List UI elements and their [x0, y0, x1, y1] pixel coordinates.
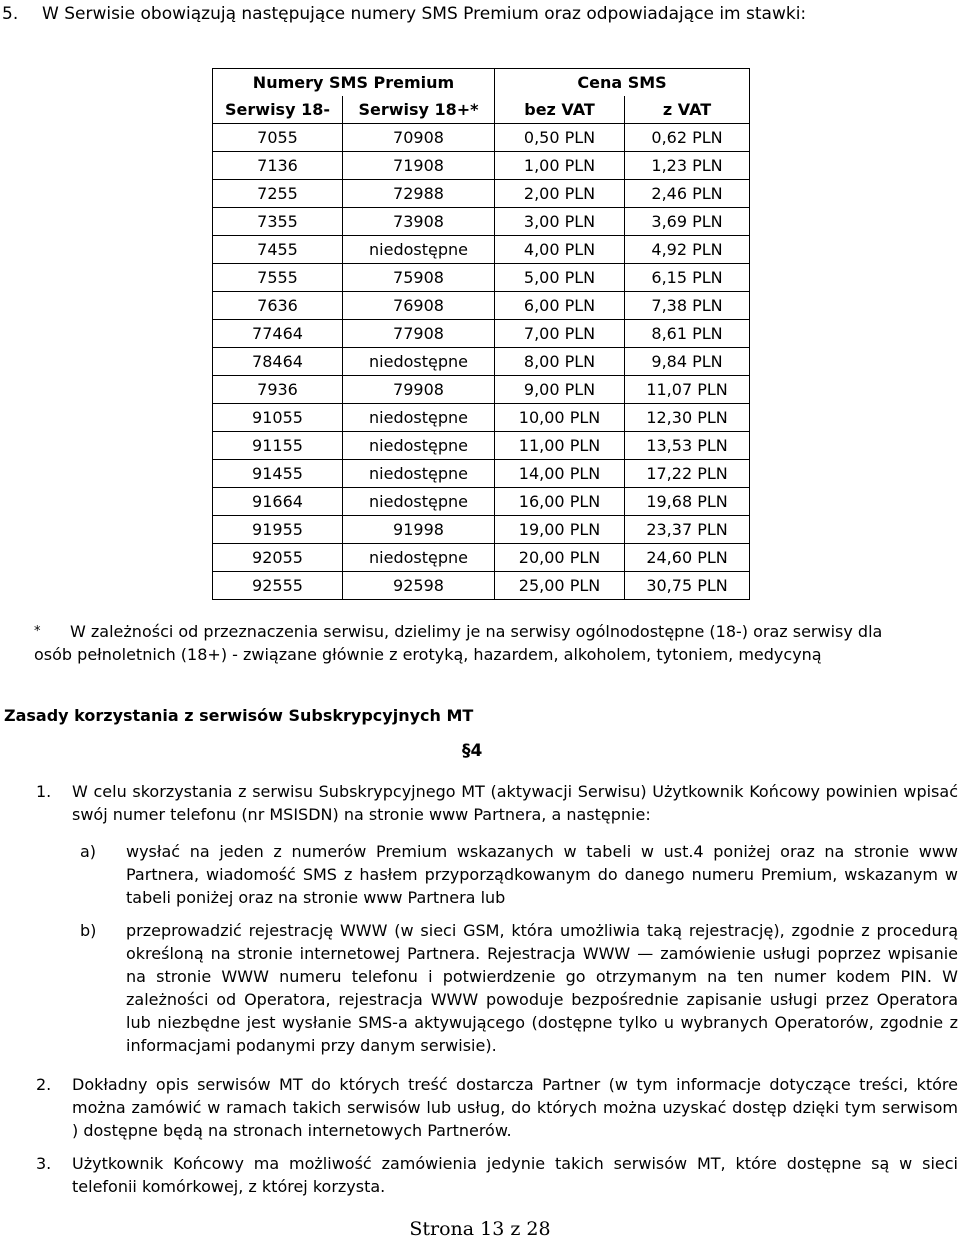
table-row — [213, 516, 750, 544]
table-cell: niedostępne — [343, 348, 495, 376]
table-cell: 9,84 PLN — [625, 348, 750, 376]
table-cell: 4,00 PLN — [495, 236, 625, 264]
table-cell: 91955 — [213, 516, 343, 544]
table-cell: 0,62 PLN — [625, 124, 750, 152]
table-cell: 92598 — [343, 572, 495, 600]
table-cell: 0,50 PLN — [495, 124, 625, 152]
table-cell: 70908 — [343, 124, 495, 152]
table-cell: 7,00 PLN — [495, 320, 625, 348]
table-cell: niedostępne — [343, 544, 495, 572]
sms-rates-table — [212, 68, 750, 600]
table-cell: 11,07 PLN — [625, 376, 750, 404]
table-cell: 7,38 PLN — [625, 292, 750, 320]
table-cell: 8,00 PLN — [495, 348, 625, 376]
sub-item-text: wysłać na jeden z numerów Premium wskazanych w tabeli w ust.4 poniżej oraz na stronie www Partnera, wiadomość SMS z hasłem przyporządkowanym do danego numeru Premium, wskazanym w tabeli poniżej oraz na stronie www Partnera lub — [126, 842, 958, 907]
table-cell: 73908 — [343, 208, 495, 236]
intro-paragraph — [2, 3, 807, 25]
table-cell: 7255 — [213, 180, 343, 208]
table-row — [213, 152, 750, 180]
header-group-numbers: Numery SMS Premium — [213, 69, 495, 97]
table-row — [213, 264, 750, 292]
table-cell: 19,00 PLN — [495, 516, 625, 544]
table-cell: niedostępne — [343, 488, 495, 516]
item-number: 3. — [36, 1154, 52, 1173]
table-cell: 3,00 PLN — [495, 208, 625, 236]
table-cell: 30,75 PLN — [625, 572, 750, 600]
table-cell: 17,22 PLN — [625, 460, 750, 488]
table-cell: 12,30 PLN — [625, 404, 750, 432]
table-cell: 91155 — [213, 432, 343, 460]
table-cell: 9,00 PLN — [495, 376, 625, 404]
sub-item-letter: b) — [80, 921, 97, 940]
table-cell: 7355 — [213, 208, 343, 236]
table-cell: 7136 — [213, 152, 343, 180]
item-number: 2. — [36, 1075, 52, 1094]
table-cell: 25,00 PLN — [495, 572, 625, 600]
table-cell: 11,00 PLN — [495, 432, 625, 460]
table-cell: 76908 — [343, 292, 495, 320]
header-col-gross: z VAT — [625, 96, 750, 124]
table-cell: 7455 — [213, 236, 343, 264]
table-body — [213, 124, 750, 600]
table-row — [213, 180, 750, 208]
item-text: W celu skorzystania z serwisu Subskrypcyjnego MT (aktywacji Serwisu) Użytkownik Końcowy powinien wpisać swój numer telefonu (nr MSISDN) na stronie www Partnera, a następnie: — [72, 782, 958, 824]
table-cell: 7555 — [213, 264, 343, 292]
list-item — [36, 780, 958, 826]
table-cell: 92055 — [213, 544, 343, 572]
sub-item — [80, 919, 958, 1057]
table-cell: 4,92 PLN — [625, 236, 750, 264]
table-row — [213, 208, 750, 236]
list-item — [36, 1073, 958, 1142]
item-text: Dokładny opis serwisów MT do których treść dostarcza Partner (w tym informacje dotyczące treści, które można zamówić w ramach takich serwisów lub usług, do których można uzyskać dostęp dzięki tym serwisom ) dostępne będą na stronach internetowych Partnerów. — [72, 1075, 958, 1140]
section-heading: Zasady korzystania z serwisów Subskrypcyjnych MT — [4, 706, 474, 725]
table-cell: 23,37 PLN — [625, 516, 750, 544]
table-row — [213, 124, 750, 152]
table-cell: 5,00 PLN — [495, 264, 625, 292]
paragraph-mark: §4 — [462, 741, 483, 761]
table-cell: 91455 — [213, 460, 343, 488]
table-cell: 20,00 PLN — [495, 544, 625, 572]
table-cell: 6,00 PLN — [495, 292, 625, 320]
table-cell: 1,00 PLN — [495, 152, 625, 180]
table-cell: 6,15 PLN — [625, 264, 750, 292]
table-row — [213, 292, 750, 320]
table-cell: 91998 — [343, 516, 495, 544]
table-row — [213, 236, 750, 264]
footnote-line-1: W zależności od przeznaczenia serwisu, dzielimy je na serwisy ogólnodostępne (18-) oraz serwisy dla — [70, 622, 883, 641]
intro-number: 5. — [2, 4, 19, 24]
table-cell: 13,53 PLN — [625, 432, 750, 460]
table-cell: 78464 — [213, 348, 343, 376]
table-cell: 7636 — [213, 292, 343, 320]
footnote-line-2: osób pełnoletnich (18+) - związane głównie z erotyką, hazardem, alkoholem, tytoniem, medycyną — [34, 645, 822, 664]
table-row — [213, 320, 750, 348]
header-col-net: bez VAT — [495, 96, 625, 124]
table-cell: 91055 — [213, 404, 343, 432]
table-cell: 77464 — [213, 320, 343, 348]
table-row — [213, 348, 750, 376]
table-cell: 7936 — [213, 376, 343, 404]
table-row — [213, 404, 750, 432]
table-row — [213, 432, 750, 460]
table-cell: 91664 — [213, 488, 343, 516]
table-row — [213, 544, 750, 572]
header-col-adult-free: Serwisy 18- — [213, 96, 343, 124]
sub-item — [80, 840, 958, 909]
table-cell: 72988 — [343, 180, 495, 208]
header-group-price: Cena SMS — [495, 69, 750, 97]
page-footer: Strona 13 z 28 — [409, 1218, 551, 1240]
header-col-adult: Serwisy 18+* — [343, 96, 495, 124]
table-cell: 19,68 PLN — [625, 488, 750, 516]
intro-text: W Serwisie obowiązują następujące numery SMS Premium oraz odpowiadające im stawki: — [42, 4, 807, 24]
footnote — [34, 620, 934, 666]
table-cell: 79908 — [343, 376, 495, 404]
list-item — [36, 1152, 958, 1198]
table-row — [213, 376, 750, 404]
table-cell: 1,23 PLN — [625, 152, 750, 180]
item-text: Użytkownik Końcowy ma możliwość zamówienia jedynie takich serwisów MT, które dostępne są w sieci telefonii komórkowej, z której korzysta. — [72, 1154, 958, 1196]
table-cell: 24,60 PLN — [625, 544, 750, 572]
item-number: 1. — [36, 782, 52, 801]
table-cell: 7055 — [213, 124, 343, 152]
table-cell: 10,00 PLN — [495, 404, 625, 432]
table-cell: niedostępne — [343, 404, 495, 432]
table-cell: 8,61 PLN — [625, 320, 750, 348]
table-cell: 2,00 PLN — [495, 180, 625, 208]
table-cell: 3,69 PLN — [625, 208, 750, 236]
table-cell: 71908 — [343, 152, 495, 180]
table-cell: niedostępne — [343, 236, 495, 264]
table-row — [213, 488, 750, 516]
sub-item-letter: a) — [80, 842, 97, 861]
table-cell: niedostępne — [343, 432, 495, 460]
sub-item-text: przeprowadzić rejestrację WWW (w sieci GSM, która umożliwia taką rejestrację), zgodnie z procedurą określoną na stronie internetowej Partnera. Rejestracja WWW — zamówienie usługi poprzez wpisanie na stronie WWW numeru telefonu i potwierdzenie go otrzymanym na ten numer kodem PIN. W zależności od Operatora, rejestracja WWW powoduje bezpośrednie zapisanie usługi przez Operatora lub niezbędne jest wysłanie SMS-a aktywującego (dostępne tylko u wybranych Operatorów, zgodnie z informacjami podanymi przy danym serwisie). — [126, 921, 958, 1055]
table-cell: 2,46 PLN — [625, 180, 750, 208]
table-row — [213, 572, 750, 600]
table-cell: 14,00 PLN — [495, 460, 625, 488]
table-cell: 77908 — [343, 320, 495, 348]
table-row — [213, 460, 750, 488]
table-cell: 75908 — [343, 264, 495, 292]
footnote-mark: * — [34, 624, 41, 639]
table-cell: 92555 — [213, 572, 343, 600]
table-cell: niedostępne — [343, 460, 495, 488]
table-cell: 16,00 PLN — [495, 488, 625, 516]
